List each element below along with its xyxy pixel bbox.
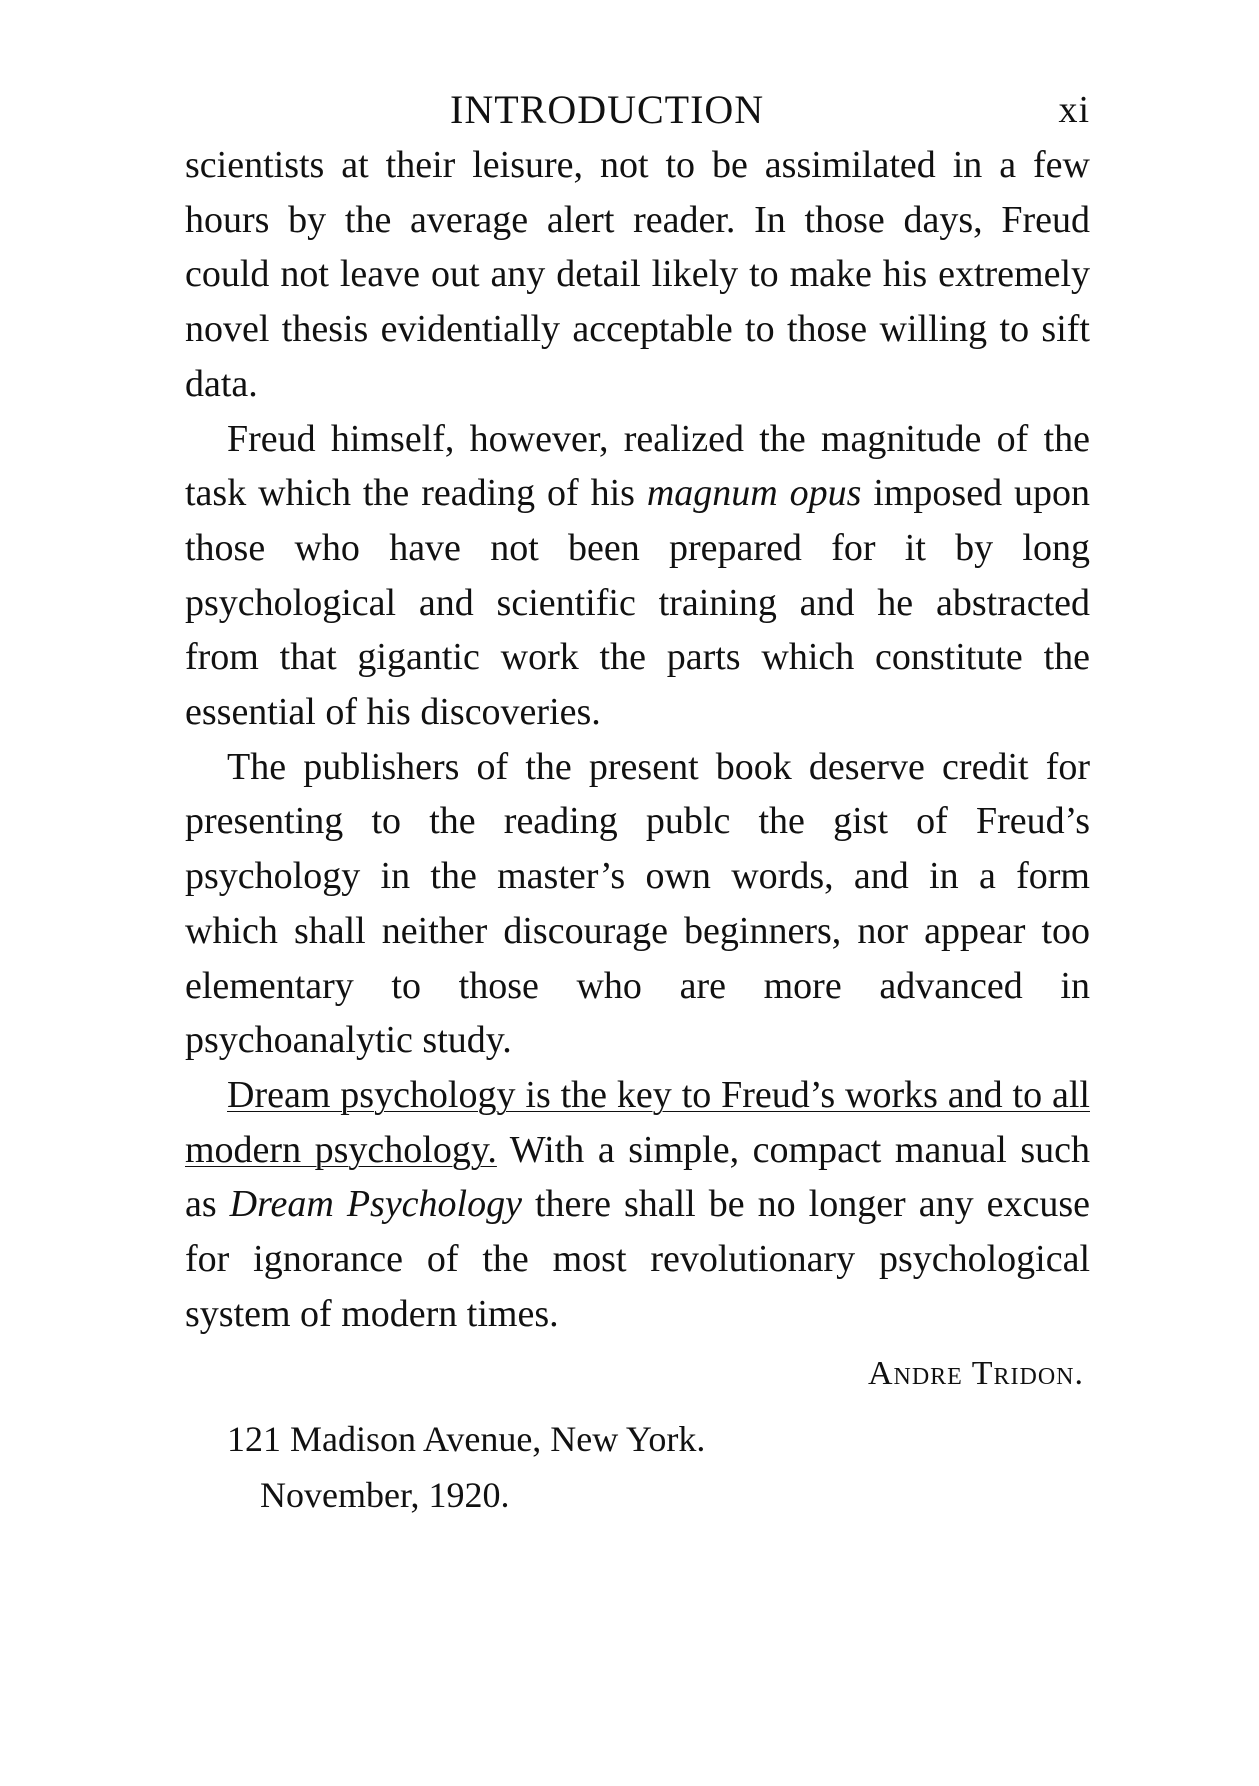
paragraph-4-underlined: Dream psychology is the key to Freud’s works and to all modern psychology. [185,1073,1090,1171]
running-header [185,78,1090,138]
paragraph-2 [185,412,1090,740]
book-page [185,78,1090,1521]
paragraph-2-text-a: Freud himself, however, realized the magnitude of the task which the reading of his [185,417,1090,515]
paragraph-2-text-b: imposed upon those who have not been prepared for it by long psychological and scientific training and he abstracted from that gigantic work the parts which constitute the essential of his discoveries. [185,472,1090,734]
date-line: November, 1920. [260,1475,510,1516]
paragraph-3: The publishers of the present book deserve credit for presenting to the reading publc the gist of Freud’s psychology in the master’s own words, and in a form which shall neither discourage beginners, nor appear too elementary to those who are more advanced in psychoanalytic study. [185,745,1090,1062]
paragraph-1: scientists at their leisure, not to be assimilated in a few hours by the average alert reader. In those days, Freud could not leave out any detail likely to make his extremely novel thesis evidentially acceptable to those willing to sift data. [185,144,1090,405]
author-signature: Andre Tridon. [867,1355,1084,1393]
paragraph-4-text-b: there shall be no longer any excuse for ignorance of the most revolutionary psychological system of modern times. [185,1183,1090,1335]
author-address: 121 Madison Avenue, New York. [227,1419,706,1460]
paragraph-2-italic: magnum opus [646,472,862,515]
paragraph-4-text-a: With a simple, compact manual such as [185,1128,1091,1226]
paragraph-4 [185,1068,1090,1342]
paragraph-4-italic: Dream Psychology [229,1183,522,1226]
page-number: xi [1058,89,1090,131]
chapter-title: INTRODUCTION [450,87,765,132]
